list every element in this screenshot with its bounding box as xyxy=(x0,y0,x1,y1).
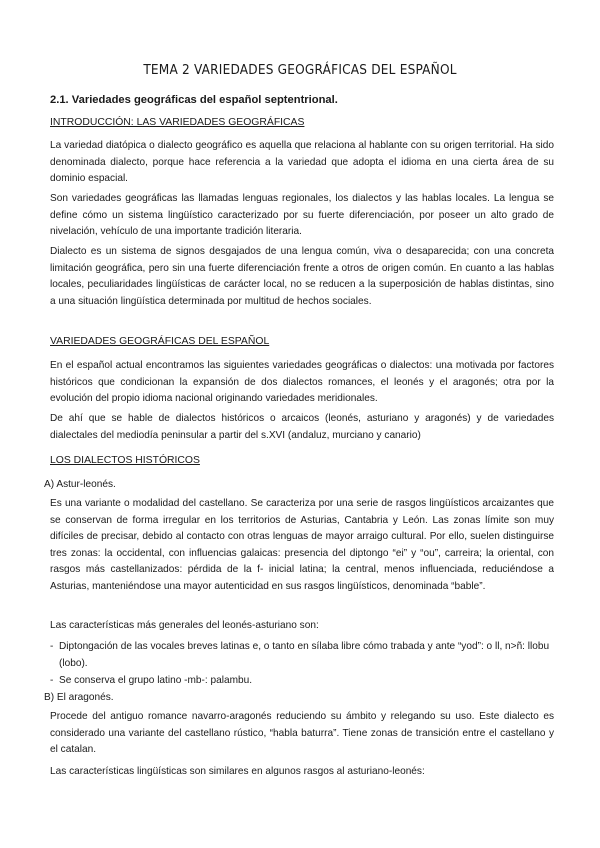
aragones-characteristics: Las características lingüísticas son similares en algunos rasgos al asturiano-leonés: xyxy=(50,766,425,777)
aragones-paragraph: Procede del antiguo romance navarro-aragonés reduciendo su ámbito y relegando su uso. Este dialecto es considerado una variante del castellano rústico, “habla baturra”. Tiene zonas de transición entre el castellano y el catalan. xyxy=(50,711,554,756)
intro-paragraph-3: Dialecto es un sistema de signos desgajados de una lengua común, viva o desaparecida; con una concreta limitación geográfica, pero sin una fuerte diferenciación frente a otros de origen común. En cuanto a las hablas locales, peculiaridades lingüísticas de carácter local, no se reducen a la superposición de hablas distintas, sino a una situación lingüística determinada por multitud de hechos sociales. xyxy=(50,246,554,307)
varieties-paragraph-1: En el español actual encontramos las siguientes variedades geográficas o dialectos: una motivada por factores históricos que condicionan la expansión de dos dialectos romances, el leonés y el aragonés; otra por la evolución del propio idioma nacional originando variedades meridionales. xyxy=(50,360,554,405)
list-item-text: Se conserva el grupo latino -mb-: palambu. xyxy=(59,675,253,686)
historic-dialects-heading: LOS DIALECTOS HISTÓRICOS xyxy=(50,455,200,466)
bullet-dash: - xyxy=(50,675,54,686)
varieties-paragraph-2: De ahí que se hable de dialectos históricos o arcaicos (leonés, asturiano y aragonés) y de variedades dialectales del mediodía peninsular a partir del s.XVI (andaluz, murciano y canario) xyxy=(50,413,554,441)
bullet-dash: - xyxy=(50,641,54,652)
intro-paragraph-2: Son variedades geográficas las llamadas lenguas regionales, los dialectos y las hablas locales. La lengua se define cómo un sistema lingüístico caracterizado por su fuerte diferenciación, por poseer un alto grado de nivelación, vehículo de una importante tradición literaria. xyxy=(50,193,554,238)
section-subtitle: 2.1. Variedades geográficas del español septentrional. xyxy=(50,94,338,106)
aragones-label: B) El aragonés. xyxy=(44,692,114,703)
list-item-text: Diptongación de las vocales breves latinas e, o tanto en sílaba libre cómo trabada y ante “yod”: o ll, n>ñ: llobu (lobo). xyxy=(59,641,550,669)
varieties-heading: VARIEDADES GEOGRÁFICAS DEL ESPAÑOL xyxy=(50,336,270,347)
intro-heading: INTRODUCCIÓN: LAS VARIEDADES GEOGRÁFICAS xyxy=(50,117,305,128)
astur-leones-label: A) Astur-leonés. xyxy=(44,479,116,490)
astur-leones-paragraph: Es una variante o modalidad del castellano. Se caracteriza por una serie de rasgos lingüísticos arcaizantes que se conservan de forma irregular en los territorios de Asturias, Cantabria y León. Las zonas límite son muy difíciles de precisar, debido al contacto con otras lenguas de mayor arraigo cultural. Por ello, suelen distinguirse tres zonas: la occidental, con influencias galaicas: presencia del diptongo “ei” y “ou”, carreira; la oriental, con rasgos más castellanizados: pérdida de la f- inicial latina; la central, menos influenciada, reduciéndose a Asturias, manteniéndose una mayor autenticidad en sus rasgos lingüísticos, denominada “bable”. xyxy=(50,498,554,592)
page-title: TEMA 2 VARIEDADES GEOGRÁFICAS DEL ESPAÑOL xyxy=(143,62,457,78)
astur-leones-characteristics: Las características más generales del leonés-asturiano son: xyxy=(50,620,319,631)
intro-paragraph-1: La variedad diatópica o dialecto geográfico es aquella que relaciona al hablante con su origen territorial. Ha sido denominada dialecto, porque hace referencia a la variedad que adopta el idioma en una cierta área de su dominio espacial. xyxy=(50,140,554,185)
